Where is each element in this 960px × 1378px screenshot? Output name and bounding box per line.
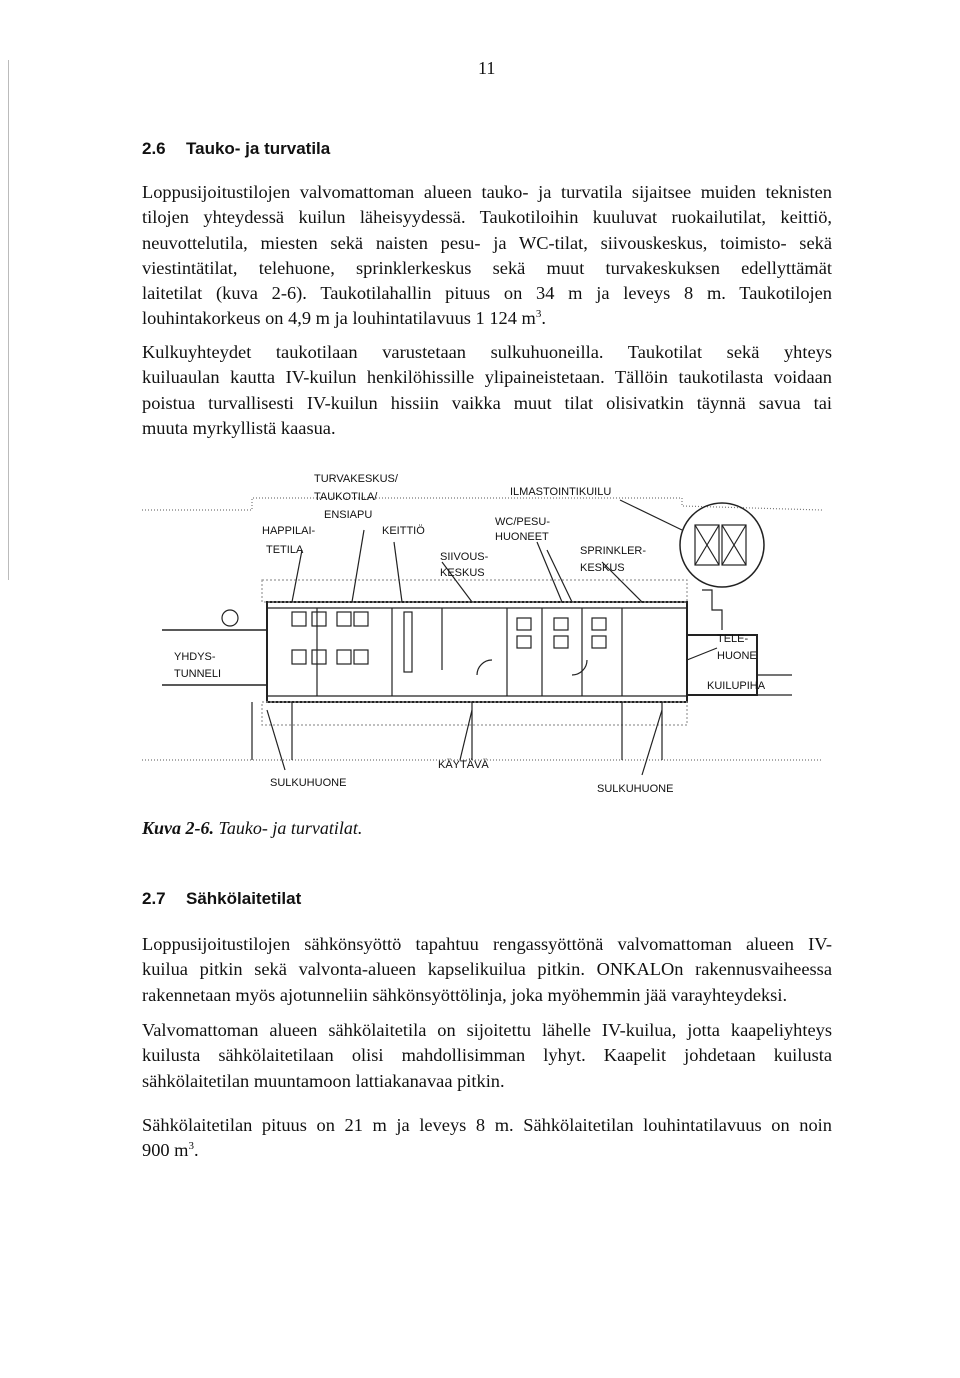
label-huone: HUONE: [717, 650, 757, 662]
label-happilai: HAPPILAI-: [262, 525, 316, 537]
section-2-7-paragraph-1: [142, 932, 832, 1008]
page-number: 11: [478, 58, 496, 78]
label-kaytava: KÄYTÄVÄ: [438, 759, 489, 771]
period: .: [541, 308, 546, 329]
label-kuilupiha: KUILUPIHA: [707, 680, 766, 692]
text-line: louhintakorkeus on 4,9 m ja louhintatilavuus 1 124 m: [142, 308, 536, 329]
label-tunneli: TUNNELI: [174, 668, 222, 680]
caption-label: Kuva 2-6.: [142, 818, 214, 838]
label-ilmastointikuilu: ILMASTOINTIKUILU: [510, 486, 612, 498]
section-title: Sähkölaitetilat: [186, 889, 302, 908]
text-line: Loppusijoitustilojen sähkönsyöttö tapahtuu rengassyöttönä valvomattoman alueen IV-: [142, 934, 832, 954]
label-taukotila: TAUKOTILA/: [314, 491, 378, 503]
floor-plan-figure: [142, 470, 822, 805]
text-line: 900 m: [142, 1140, 189, 1161]
text-line: viestintätilat, telehuone, sprinklerkeskus sekä muut turvakeskuksen edellyttämät: [142, 257, 832, 278]
text-line: rakennetaan myös ajotunneliin sähkönsyöttölinja, joka myöhemmin jää varayhteydeksi.: [142, 984, 788, 1005]
text-line-with-sup: [142, 1138, 832, 1163]
label-tetila: TETILA: [266, 544, 304, 556]
label-tele: TELE-: [717, 633, 749, 645]
superscript: 3: [188, 1140, 194, 1153]
label-wc-pesu: WC/PESU-: [495, 516, 550, 528]
text-line: Loppusijoitustilojen valvomattoman alueen tauko- ja turvatila sijaitsee muiden teknisten: [142, 182, 832, 202]
section-2-7-heading: [142, 889, 301, 909]
label-huoneet: HUONEET: [495, 531, 549, 543]
label-ensiapu: ENSIAPU: [324, 509, 373, 521]
label-sprinkler: SPRINKLER-: [580, 545, 647, 557]
text-line: poistua turvallisesti IV-kuilun hissiin vaikka muut tilat olisivatkin täynnä savua tai: [142, 392, 832, 413]
text-line: kuilua pitkin sekä valvonta-alueen kapselikuilua pitkin. ONKALOn rakennusvaiheessa: [142, 959, 832, 980]
text-line-with-sup: [142, 306, 832, 331]
section-number: 2.7: [142, 889, 166, 908]
label-sprinkler-keskus: KESKUS: [580, 562, 625, 574]
label-siivous: SIIVOUS-: [440, 551, 489, 563]
label-keskus: KESKUS: [440, 567, 485, 579]
label-sulkuhuone-right: SULKUHUONE: [597, 783, 674, 795]
section-2-6-paragraph-1: [142, 180, 832, 332]
text-line: laitetilat (kuva 2-6). Taukotilahallin pituus on 34 m ja leveys 8 m. Taukotilojen: [142, 283, 832, 304]
caption-text: Tauko- ja turvatilat.: [214, 818, 363, 838]
label-keittio: KEITTIÖ: [382, 525, 425, 537]
figure-caption: [142, 818, 362, 839]
text-line: kuilusta sähkölaitetilaan olisi mahdollisimman lyhyt. Kaapelit johdetaan kuilusta: [142, 1045, 832, 1066]
scan-margin-line: [8, 60, 9, 580]
text-line: Sähkölaitetilan pituus on 21 m ja leveys 8 m. Sähkölaitetilan louhintatilavuus on noin: [142, 1115, 832, 1135]
text-line: tilojen yhteydessä kuilun läheisyydessä. Taukotiloihin kuuluvat ruokailutilat, keittiö,: [142, 207, 832, 228]
superscript: 3: [535, 308, 542, 321]
section-title: Tauko- ja turvatila: [186, 139, 331, 158]
text-line: neuvottelutila, miesten sekä naisten pesu- ja WC-tilat, siivouskeskus, toimisto- sekä: [142, 232, 832, 253]
section-2-6-paragraph-2: [142, 340, 832, 441]
text-line: Kulkuyhteydet taukotilaan varustetaan sulkuhuoneilla. Taukotilat sekä yhteys: [142, 342, 832, 362]
text-line: muuta myrkyllistä kaasua.: [142, 417, 336, 438]
section-2-7-paragraph-3: [142, 1113, 832, 1164]
label-turvakeskus: TURVAKESKUS/: [314, 473, 398, 485]
section-number: 2.6: [142, 139, 166, 158]
label-sulkuhuone-left: SULKUHUONE: [270, 777, 347, 789]
text-line: kuiluaulan kautta IV-kuilun henkilöhissille ylipaineistetaan. Tällöin taukotilasta voidaan: [142, 367, 832, 388]
label-yhdys: YHDYS-: [174, 651, 216, 663]
period: .: [194, 1140, 199, 1161]
text-line: sähkölaitetilan muuntamoon lattiakanavaa pitkin.: [142, 1070, 505, 1091]
section-2-6-heading: [142, 139, 330, 159]
text-line: Valvomattoman alueen sähkölaitetila on sijoitettu lähelle IV-kuilua, jotta kaapeliyhteys: [142, 1020, 832, 1040]
section-2-7-paragraph-2: [142, 1018, 832, 1094]
